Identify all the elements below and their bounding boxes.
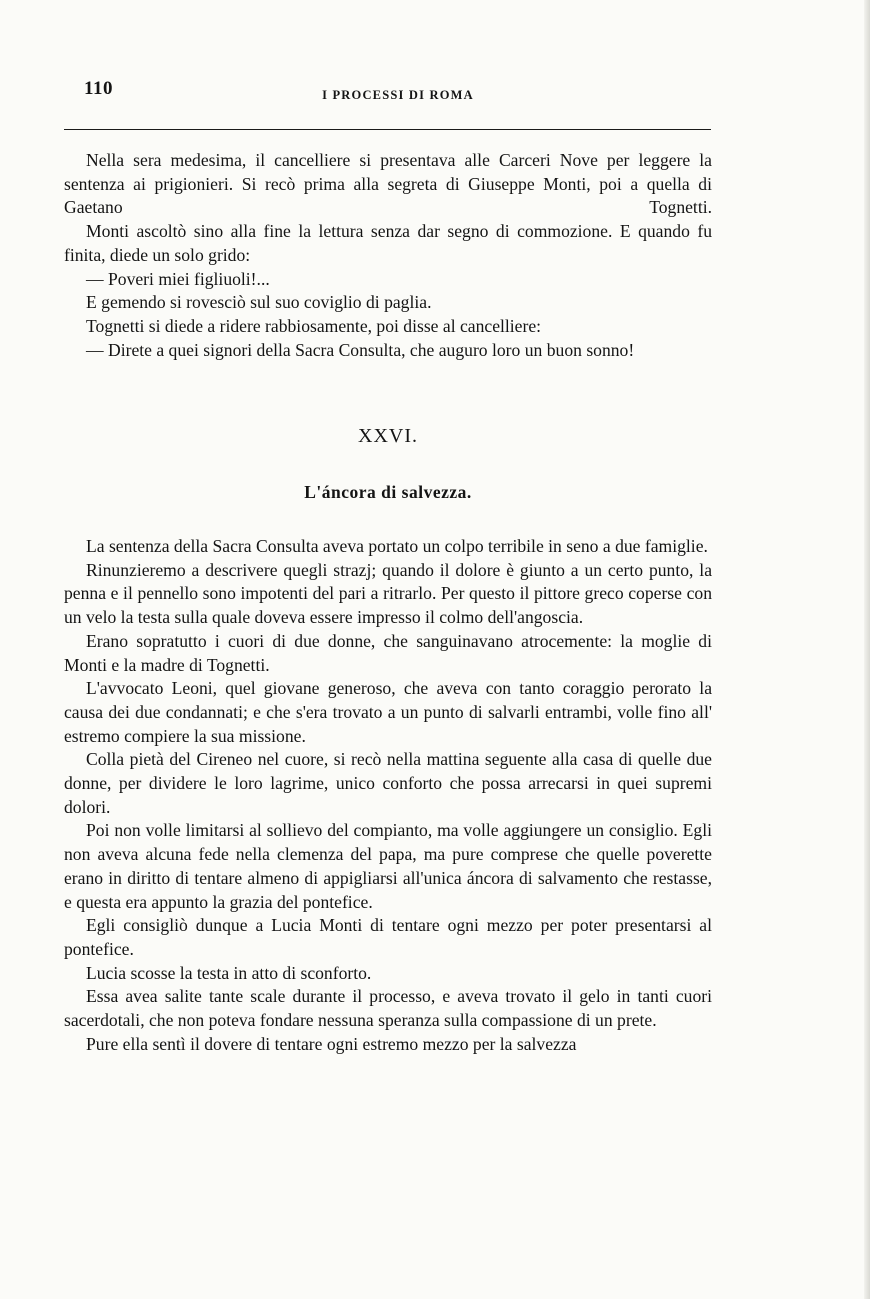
page-edge-shadow [864,0,870,1299]
page-number: 110 [84,78,113,99]
paragraph: E gemendo si rovesciò sul suo coviglio di paglia. [86,292,432,313]
paragraph: Lucia scosse la testa in atto di sconforto. [86,962,372,983]
paragraph: Tognetti si diede a ridere rabbiosamente, poi disse al cancelliere: [86,315,542,336]
paragraph: Egli consigliò dunque a Lucia Monti di tentare ogni mezzo per poter presentarsi al pontefice. [64,915,712,959]
paragraph: Nella sera medesima, il cancelliere si presentava alle Carceri Nove per leggere la sentenza ai prigionieri. Si recò prima alla segreta di Giuseppe Monti, poi a quella di Gaetano Tognetti. [64,150,712,218]
running-title: I PROCESSI DI ROMA [322,88,474,102]
paragraph: Colla pietà del Cireneo nel cuore, si recò nella mattina seguente alla casa di quelle due donne, per dividere le loro lagrime, unico conforto che possa arrecarsi in quei supremi dolori. [64,749,712,817]
paragraph: La sentenza della Sacra Consulta aveva portato un colpo terribile in seno a due famiglie. [86,536,708,556]
chapter-title: L'áncora di salvezza. [304,482,472,502]
chapter-number: XXVI. [358,425,418,447]
paragraph: Rinunzieremo a descrivere quegli strazj; quando il dolore è giunto a un certo punto, la penna e il pennello sono impotenti del pari a ritrarlo. Per questo il pittore greco coperse con un velo la testa sulla quale doveva essere impresso il colmo dell'angoscia. [64,559,712,628]
paragraph: Erano sopratutto i cuori di due donne, che sanguinavano atrocemente: la moglie di Monti e la madre di Tognetti. [64,630,712,675]
paragraph: Poi non volle limitarsi al sollievo del compianto, ma volle aggiungere un consiglio. Egli non aveva alcuna fede nella clemenza del papa, ma pure comprese che quelle poverette erano in diritto di tentare almeno di appigliarsi all'unica áncora di salvamento che restasse, e questa era appunto la grazia del pontefice. [64,820,712,912]
paragraph: Monti ascoltò sino alla fine la lettura senza dar segno di commozione. E quando fu finita, diede un solo grido: [64,221,712,265]
text-block-chapter-body [64,535,712,1056]
paragraph: L'avvocato Leoni, quel giovane generoso, che aveva con tanto coraggio perorato la causa dei due condannati; e che s'era trovato a un punto di salvarli entrambi, volle fino all' estremo compiere la sua missione. [64,678,712,746]
text-block-before-chapter [64,149,712,362]
paragraph: Essa avea salite tante scale durante il processo, e aveva trovato il gelo in tanti cuori sacerdotali, che non poteva fondare nessuna speranza sulla compassione di un prete. [64,986,712,1031]
header-rule [64,129,711,130]
paragraph: Pure ella sentì il dovere di tentare ogni estremo mezzo per la salvezza [86,1033,577,1054]
paragraph: — Poveri miei figliuoli!... [86,268,270,289]
paragraph: — Direte a quei signori della Sacra Consulta, che auguro loro un buon sonno! [86,339,635,360]
page-header [84,78,712,108]
